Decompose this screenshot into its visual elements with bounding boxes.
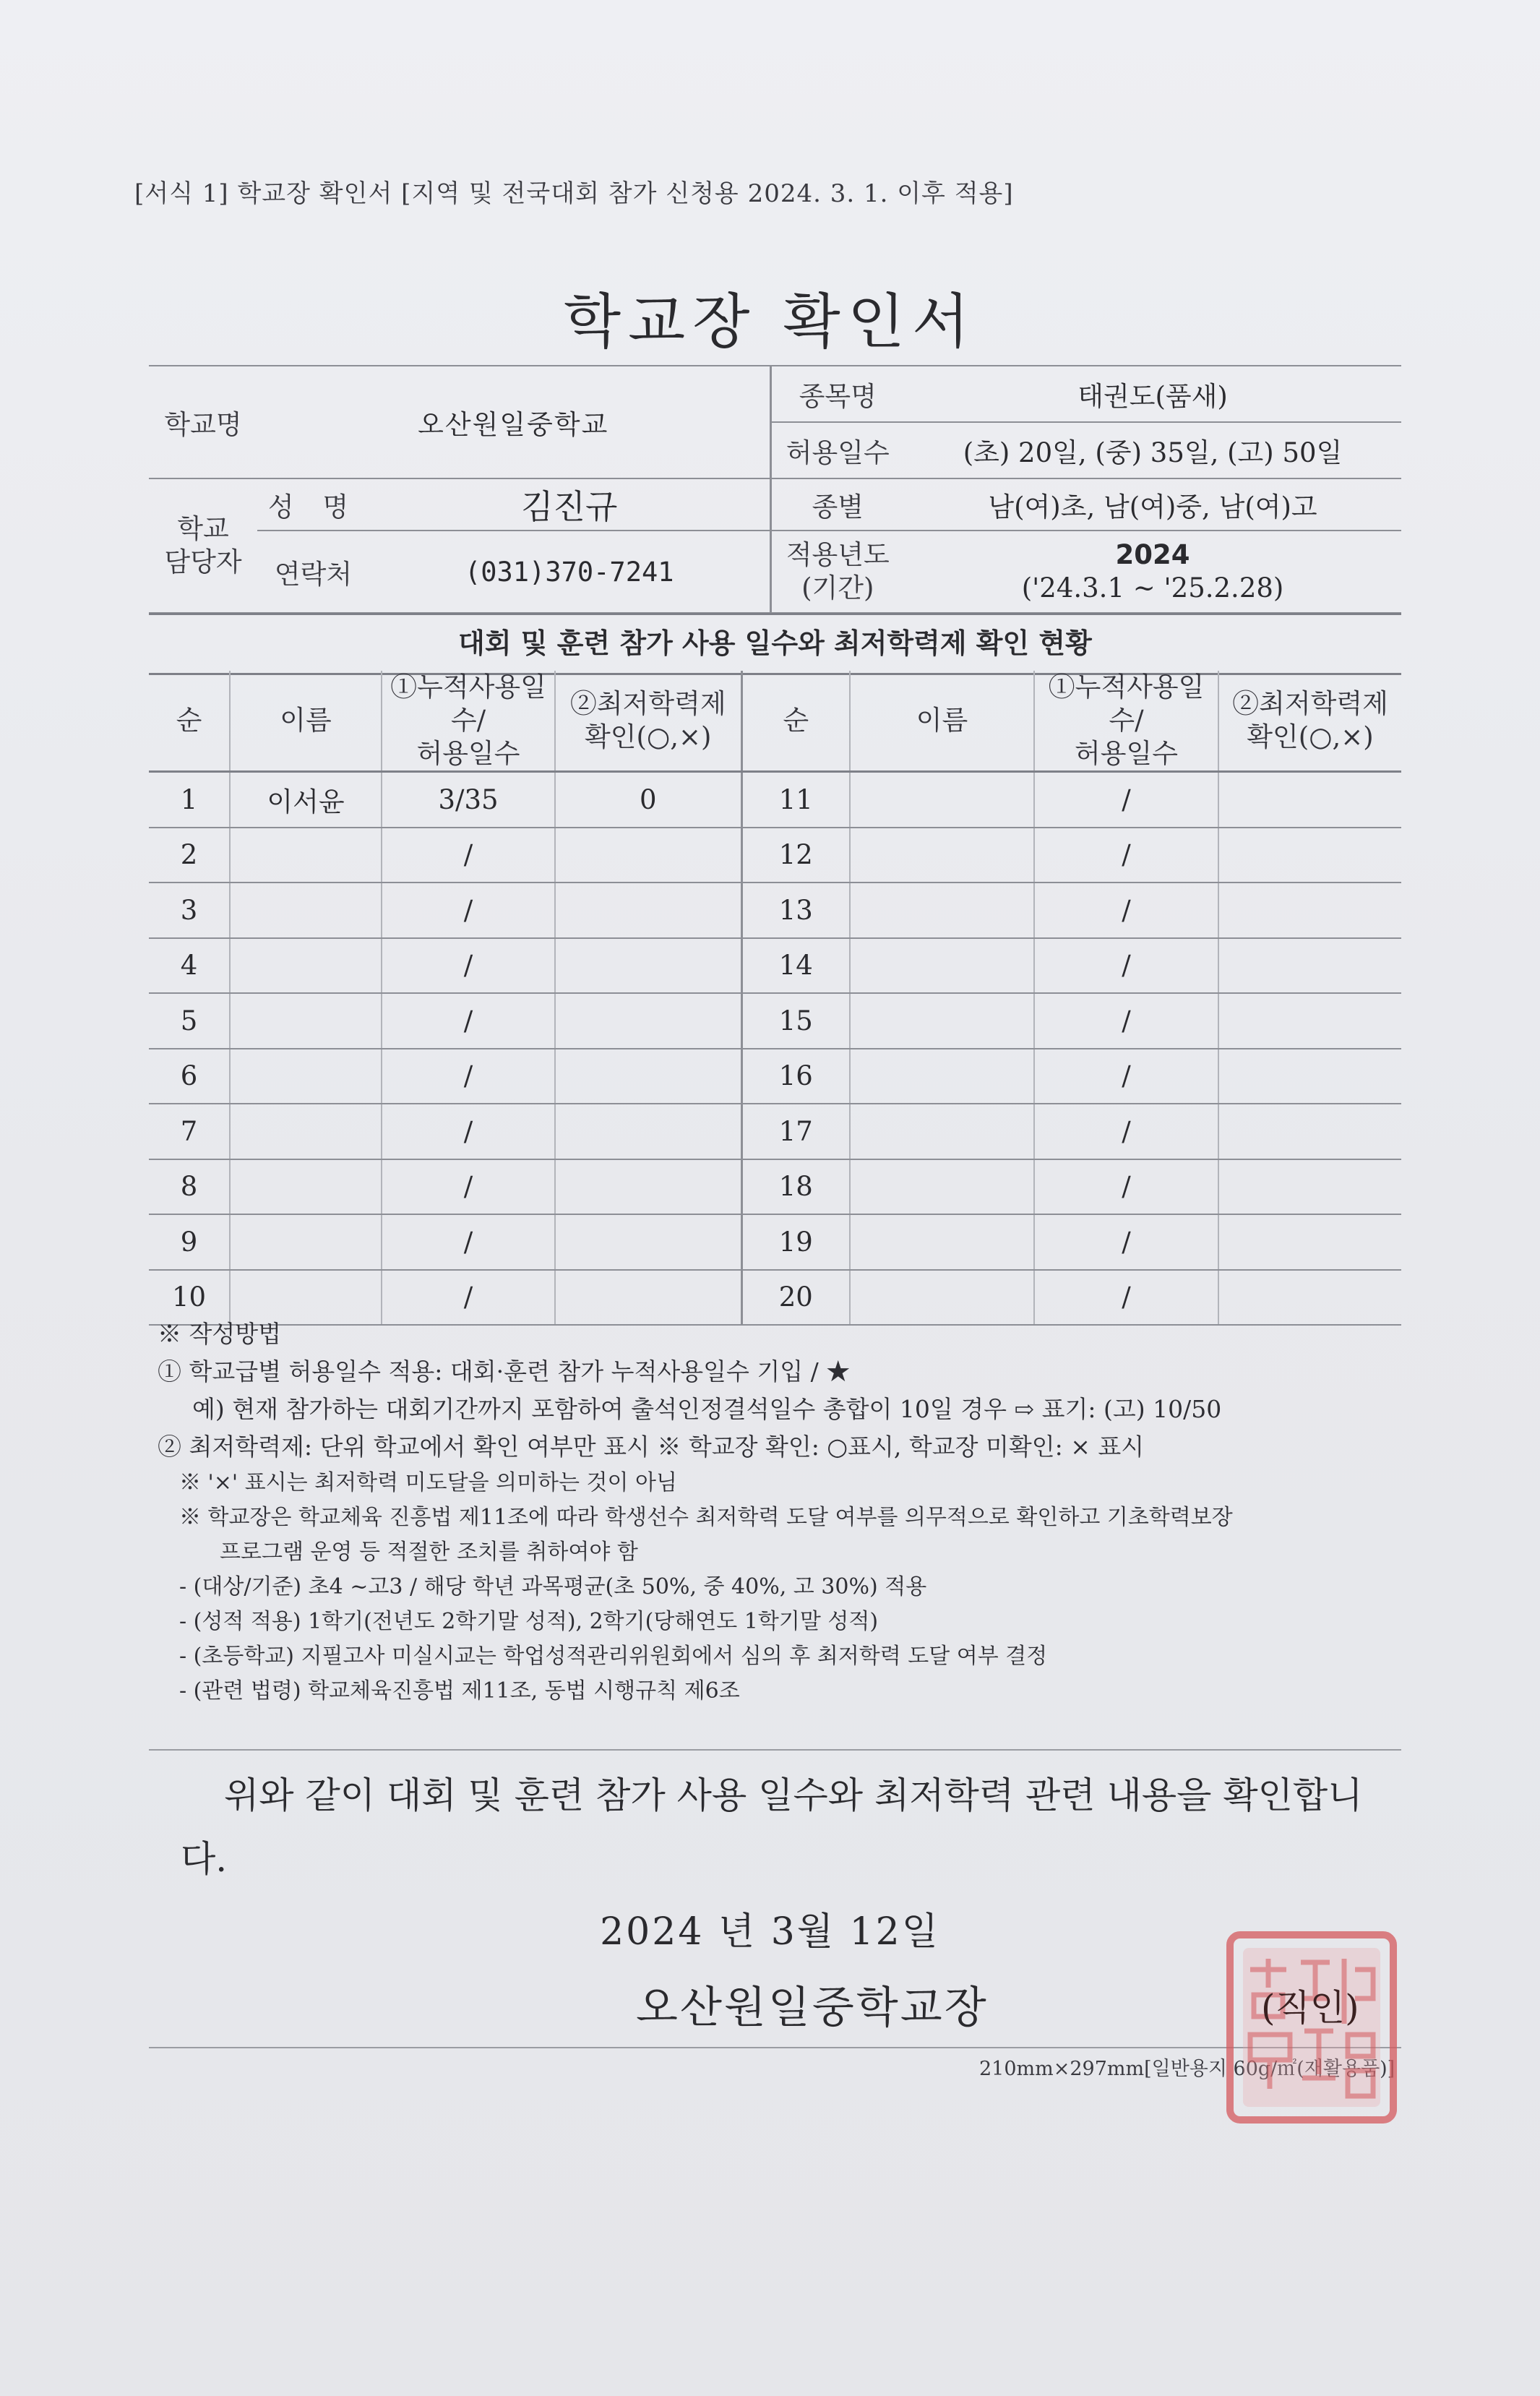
row-number-cell: 1 xyxy=(149,772,230,828)
student-name-cell xyxy=(230,1049,382,1104)
category-value: 남(여)초, 남(여)중, 남(여)고 xyxy=(904,478,1401,531)
row-number-cell: 5 xyxy=(149,993,230,1049)
row-number-cell: 16 xyxy=(741,1049,850,1104)
table-row xyxy=(149,1049,1401,1104)
used-days-cell: / xyxy=(382,1214,555,1270)
student-name-cell xyxy=(230,938,382,994)
form-header: [서식 1] 학교장 확인서 [지역 및 전국대회 참가 신청용 2024. 3. 1. 이후 적용] xyxy=(134,179,1014,208)
school-name-label: 학교명 xyxy=(149,366,257,478)
student-name-cell xyxy=(850,1159,1034,1215)
academic-check-cell xyxy=(555,883,741,938)
student-name-cell: 이서윤 xyxy=(230,772,382,828)
seal-label: (직인) xyxy=(1261,1987,1359,2029)
paper-size-note: 210mm×297mm[일반용지 60g/㎡(재활용품)] xyxy=(979,2058,1395,2080)
table-row xyxy=(149,993,1401,1049)
row-number-cell: 13 xyxy=(741,883,850,938)
phone-label: 연락처 xyxy=(257,531,369,613)
row-number-cell: 7 xyxy=(149,1104,230,1159)
used-days-cell: / xyxy=(1034,993,1218,1049)
table-row xyxy=(149,1214,1401,1270)
academic-check-cell xyxy=(1218,1214,1401,1270)
used-days-cell: / xyxy=(382,1049,555,1104)
school-name-value: 오산원일중학교 xyxy=(257,366,770,478)
divider-top xyxy=(149,1749,1401,1751)
instruction-sub-6: - (관련 법령) 학교체육진흥법 제11조, 동법 시행규칙 제6조 xyxy=(179,1678,740,1704)
year-value-cell xyxy=(904,531,1401,613)
sport-label: 종목명 xyxy=(770,366,904,422)
student-name-cell xyxy=(850,1214,1034,1270)
used-days-cell: / xyxy=(1034,1214,1218,1270)
divider-bottom xyxy=(149,2047,1401,2048)
instruction-2: ② 최저학력제: 단위 학교에서 확인 여부만 표시 ※ 학교장 확인: ○표시, 학교장 미확인: × 표시 xyxy=(158,1433,1145,1461)
student-name-cell xyxy=(230,993,382,1049)
used-days-cell: / xyxy=(1034,828,1218,883)
used-days-cell: / xyxy=(1034,938,1218,994)
academic-check-cell xyxy=(555,1049,741,1104)
row-number-cell: 20 xyxy=(741,1270,850,1326)
confirmation-text: 위와 같이 대회 및 훈련 참가 사용 일수와 최저학력 관련 내용을 확인합니다. xyxy=(181,1774,1363,1880)
used-days-cell: / xyxy=(1034,883,1218,938)
table-row xyxy=(149,938,1401,994)
used-days-cell: / xyxy=(382,1159,555,1215)
student-name-cell xyxy=(230,1214,382,1270)
academic-check-cell xyxy=(1218,993,1401,1049)
col-no-right: 순 xyxy=(741,671,850,772)
school-info-table xyxy=(149,365,1401,614)
instruction-sub-1: ※ '×' 표시는 최저학력 미도달을 의미하는 것이 아님 xyxy=(179,1470,678,1495)
student-name-cell xyxy=(850,993,1034,1049)
academic-check-cell xyxy=(1218,883,1401,938)
academic-check-cell xyxy=(1218,772,1401,828)
col-name-right: 이름 xyxy=(850,671,1034,772)
used-days-cell: / xyxy=(382,828,555,883)
table-row xyxy=(149,1104,1401,1159)
row-number-cell: 4 xyxy=(149,938,230,994)
category-label: 종별 xyxy=(770,478,904,531)
row-number-cell: 12 xyxy=(741,828,850,883)
row-number-cell: 10 xyxy=(149,1270,230,1326)
used-days-cell: / xyxy=(382,1104,555,1159)
col-academic-right: ②최저학력제 확인(○,×) xyxy=(1218,671,1401,772)
row-number-cell: 3 xyxy=(149,883,230,938)
used-days-cell: / xyxy=(382,1270,555,1326)
academic-check-cell xyxy=(555,938,741,994)
student-name-cell xyxy=(230,1159,382,1215)
academic-check-cell xyxy=(1218,1159,1401,1215)
allowed-days-label: 허용일수 xyxy=(770,422,904,478)
instruction-sub-2: ※ 학교장은 학교체육 진흥법 제11조에 따라 학생선수 최저학력 도달 여부를 의무적으로 확인하고 기초학력보장 xyxy=(179,1505,1233,1530)
row-number-cell: 15 xyxy=(741,993,850,1049)
academic-check-cell xyxy=(555,1104,741,1159)
col-days-right: ①누적사용일수/ 허용일수 xyxy=(1034,671,1218,772)
student-name-cell xyxy=(850,938,1034,994)
instruction-1-example: 예) 현재 참가하는 대회기간까지 포함하여 출석인정결석일수 총합이 10일 경우 ⇨ 표기: (고) 10/50 xyxy=(192,1395,1222,1423)
period-value: ('24.3.1 ~ '25.2.28) xyxy=(1021,572,1284,604)
table-row xyxy=(149,772,1401,828)
instruction-sub-3: - (대상/기준) 초4 ~고3 / 해당 학년 과목평균(초 50%, 중 40%, 고 30%) 적용 xyxy=(179,1574,927,1600)
academic-check-cell xyxy=(555,1159,741,1215)
sport-value: 태권도(품새) xyxy=(904,366,1401,422)
used-days-cell: 3/35 xyxy=(382,772,555,828)
row-number-cell: 14 xyxy=(741,938,850,994)
used-days-cell: / xyxy=(382,938,555,994)
row-number-cell: 11 xyxy=(741,772,850,828)
academic-check-cell xyxy=(1218,1049,1401,1104)
row-number-cell: 19 xyxy=(741,1214,850,1270)
col-no-left: 순 xyxy=(149,671,230,772)
participation-rows xyxy=(149,772,1401,1326)
academic-check-cell xyxy=(1218,828,1401,883)
academic-check-cell xyxy=(555,993,741,1049)
academic-check-cell: 0 xyxy=(555,772,741,828)
instructions xyxy=(158,1315,1401,1709)
used-days-cell: / xyxy=(1034,772,1218,828)
student-name-cell xyxy=(230,828,382,883)
row-number-cell: 18 xyxy=(741,1159,850,1215)
student-name-cell xyxy=(850,828,1034,883)
table-row xyxy=(149,1159,1401,1215)
table-row xyxy=(149,828,1401,883)
participation-table xyxy=(149,671,1401,1326)
col-academic-left: ②최저학력제 확인(○,×) xyxy=(555,671,741,772)
principal-signature-line: 오산원일중학교장 xyxy=(636,1983,989,2033)
academic-check-cell xyxy=(1218,1104,1401,1159)
year-value: 2024 xyxy=(1115,539,1190,570)
used-days-cell: / xyxy=(1034,1270,1218,1326)
student-name-cell xyxy=(230,1104,382,1159)
row-number-cell: 8 xyxy=(149,1159,230,1215)
instructions-heading: ※ 작성방법 xyxy=(158,1320,282,1348)
col-days-left: ①누적사용일수/ 허용일수 xyxy=(382,671,555,772)
name-label: 성 명 xyxy=(257,478,369,531)
row-number-cell: 17 xyxy=(741,1104,850,1159)
used-days-cell: / xyxy=(1034,1104,1218,1159)
used-days-cell: / xyxy=(1034,1049,1218,1104)
student-name-cell xyxy=(850,1049,1034,1104)
row-number-cell: 6 xyxy=(149,1049,230,1104)
allowed-days-value: (초) 20일, (중) 35일, (고) 50일 xyxy=(904,422,1401,478)
student-name-cell xyxy=(230,883,382,938)
col-name-left: 이름 xyxy=(230,671,382,772)
instruction-sub-4: - (성적 적용) 1학기(전년도 2학기말 성적), 2학기(당해연도 1학기말 성적) xyxy=(179,1609,879,1634)
student-name-cell xyxy=(850,1104,1034,1159)
academic-check-cell xyxy=(555,1214,741,1270)
name-value: 김진규 xyxy=(369,478,770,531)
instruction-sub-5: - (초등학교) 지필고사 미실시교는 학업성적관리위원회에서 심의 후 최저학력 도달 여부 결정 xyxy=(179,1644,1048,1669)
instruction-1: ① 학교급별 허용일수 적용: 대회·훈련 참가 누적사용일수 기입 / ★ xyxy=(158,1357,851,1386)
row-number-cell: 2 xyxy=(149,828,230,883)
page-title: 학교장 확인서 xyxy=(563,288,977,356)
student-name-cell xyxy=(850,883,1034,938)
academic-check-cell xyxy=(1218,938,1401,994)
table-row xyxy=(149,883,1401,938)
academic-check-cell xyxy=(555,828,741,883)
used-days-cell: / xyxy=(382,883,555,938)
student-name-cell xyxy=(850,772,1034,828)
instruction-sub-2b: 프로그램 운영 등 적절한 조치를 취하여야 함 xyxy=(220,1540,638,1565)
contact-person-label: 학교 담당자 xyxy=(149,478,257,613)
section-title: 대회 및 훈련 참가 사용 일수와 최저학력제 확인 현황 xyxy=(149,613,1401,675)
issue-date: 2024 년 3월 12일 xyxy=(600,1910,940,1954)
used-days-cell: / xyxy=(382,993,555,1049)
row-number-cell: 9 xyxy=(149,1214,230,1270)
year-label: 적용년도 (기간) xyxy=(770,531,904,613)
phone-value: (031)370-7241 xyxy=(369,531,770,613)
used-days-cell: / xyxy=(1034,1159,1218,1215)
